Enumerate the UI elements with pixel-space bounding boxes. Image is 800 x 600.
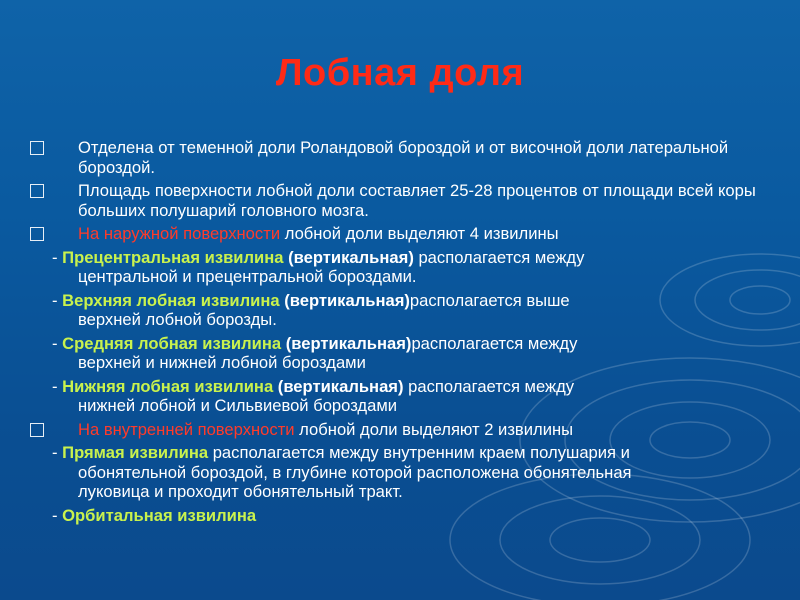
- gyrus-name: Средняя лобная извилина: [62, 333, 282, 353]
- gyrus-desc: располагается между: [403, 376, 575, 396]
- bullet-item: [30, 224, 770, 244]
- bullet-highlight: На наружной поверхности: [78, 224, 281, 243]
- bullet-text: Площадь поверхности лобной доли составляет 25-28 процентов от площади всей коры больших полушарий головного мозга.: [78, 181, 756, 220]
- gyrus-desc: располагается между: [413, 247, 585, 267]
- gyrus-name: Прецентральная извилина: [62, 247, 284, 267]
- bullet-text: лобной доли выделяют 4 извилины: [280, 224, 559, 243]
- gyrus-item: [30, 334, 770, 373]
- gyrus-desc-cont: верхней лобной борозды.: [78, 310, 277, 329]
- bullet-item: [30, 181, 770, 220]
- bullet-box-icon: [30, 141, 44, 155]
- gyrus-item: [30, 377, 770, 416]
- gyrus-item: [30, 506, 770, 526]
- gyrus-orientation: (вертикальная): [281, 333, 412, 353]
- gyrus-name: Прямая извилина: [62, 443, 209, 462]
- gyrus-desc: располагается между внутренним краем полушария и: [208, 443, 630, 462]
- gyrus-desc-cont: центральной и прецентральной бороздами.: [78, 267, 417, 286]
- dash: -: [52, 290, 63, 310]
- gyrus-name: Орбитальная извилина: [62, 505, 257, 525]
- bullet-item: [30, 420, 770, 440]
- dash: -: [52, 505, 63, 525]
- dash: -: [52, 443, 63, 462]
- gyrus-desc: располагается выше: [409, 290, 570, 310]
- gyrus-item: [30, 443, 770, 502]
- bullet-text: лобной доли выделяют 2 извилины: [294, 419, 574, 439]
- slide-title: Лобная доля: [275, 52, 525, 94]
- gyrus-desc: располагается между: [411, 333, 578, 353]
- slide-content: [30, 138, 770, 529]
- gyrus-desc-cont: нижней лобной и Сильвиевой бороздами: [78, 396, 398, 415]
- bullet-box-icon: [30, 423, 44, 437]
- gyrus-desc-cont: обонятельной бороздой, в глубине которой расположена обонятельная: [78, 462, 632, 482]
- bullet-text: Отделена от теменной доли Роландовой бороздой и от височной доли латеральной бороздой.: [78, 138, 729, 177]
- gyrus-orientation: (вертикальная): [273, 376, 404, 396]
- dash: -: [52, 333, 63, 353]
- bullet-highlight: На внутренней поверхности: [78, 419, 295, 439]
- gyrus-name: Верхняя лобная извилина: [62, 290, 280, 310]
- dash: -: [52, 247, 63, 267]
- gyrus-item: [30, 291, 770, 330]
- gyrus-item: [30, 248, 770, 287]
- gyrus-orientation: (вертикальная): [283, 247, 414, 267]
- dash: -: [52, 376, 63, 396]
- gyrus-desc-cont: луковица и проходит обонятельный тракт.: [78, 482, 403, 501]
- bullet-box-icon: [30, 227, 44, 241]
- bullet-item: [30, 138, 770, 177]
- gyrus-name: Нижняя лобная извилина: [62, 376, 274, 396]
- gyrus-orientation: (вертикальная): [279, 290, 410, 310]
- gyrus-desc-cont: верхней и нижней лобной бороздами: [78, 353, 366, 372]
- bullet-box-icon: [30, 184, 44, 198]
